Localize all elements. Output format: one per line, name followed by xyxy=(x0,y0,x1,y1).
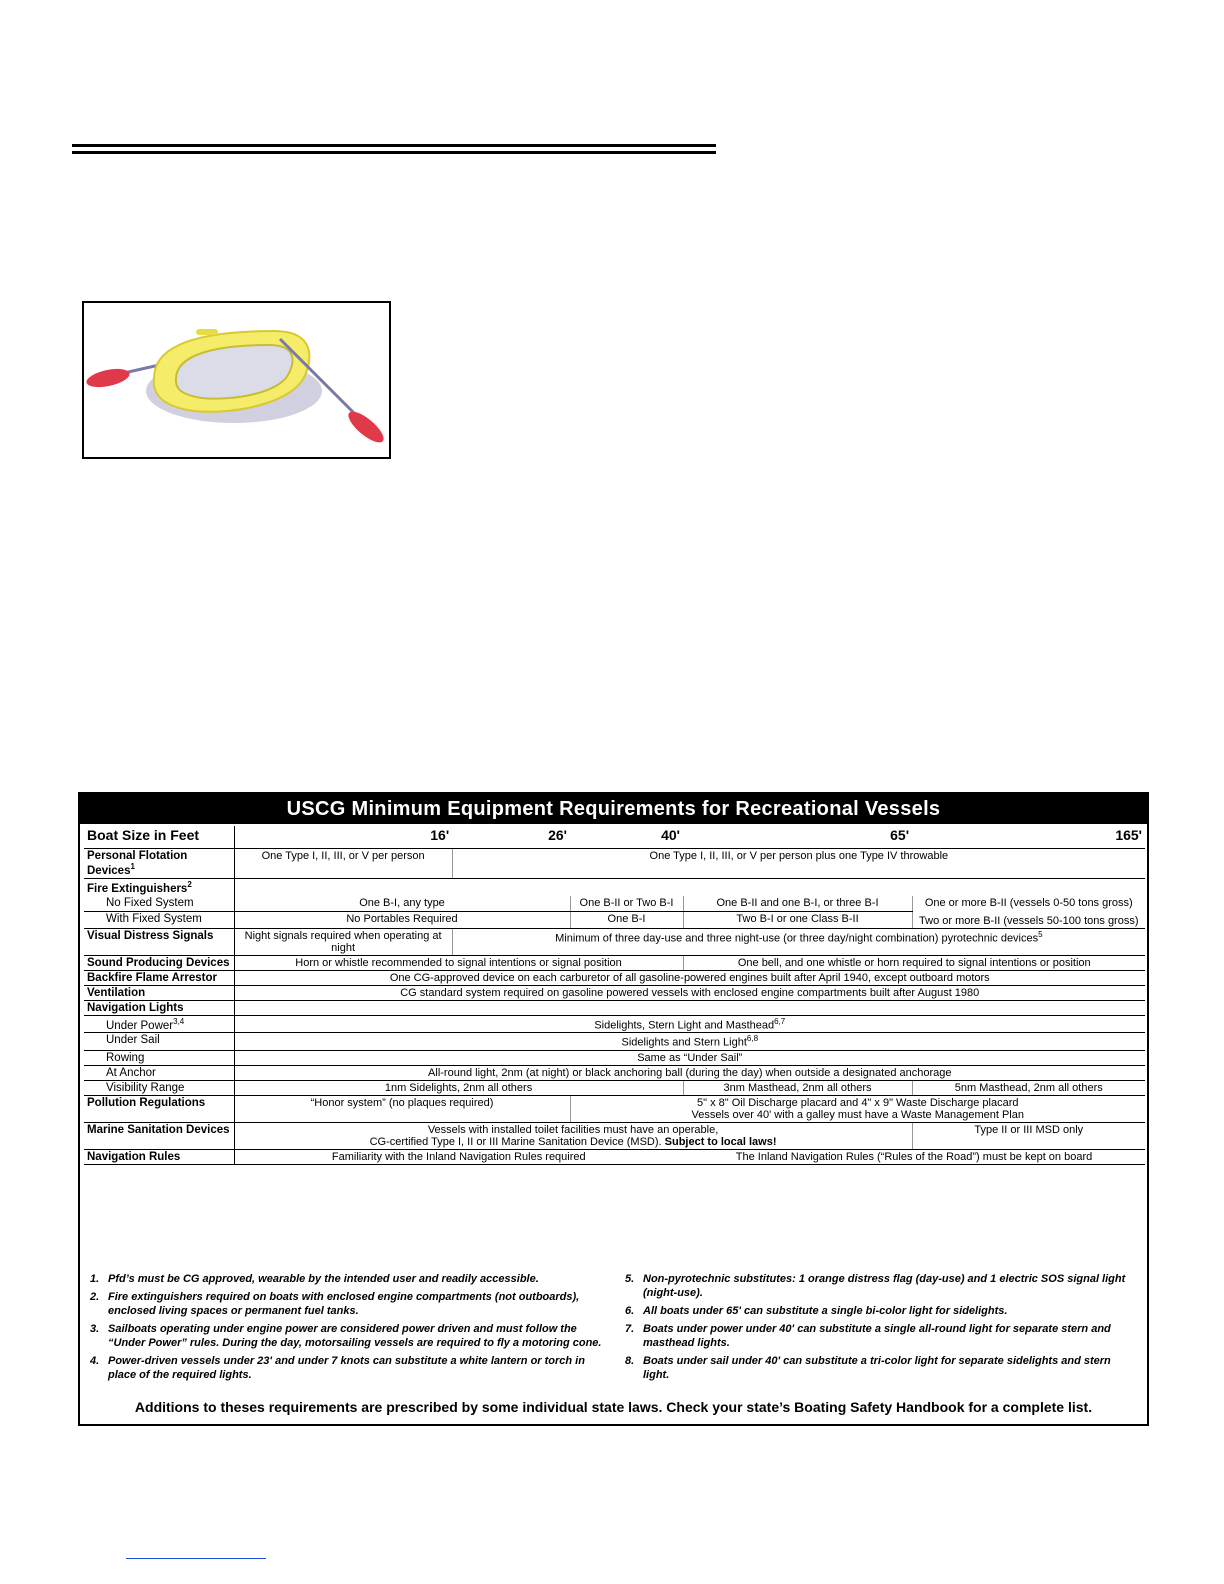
cell-line: Two or more B-II (vessels 50-100 tons gross) xyxy=(919,914,1139,927)
cell-line: CG-certified Type I, II or III Marine Sanitation Device (MSD). Subject to local laws! xyxy=(369,1136,777,1149)
row-sound xyxy=(84,955,1145,970)
footnote-number: 7. xyxy=(625,1323,635,1335)
cell: One Type I, II, III, or V per person plus one Type IV throwable xyxy=(452,849,1145,879)
row-label: Sound Producing Devices xyxy=(84,955,234,970)
equipment-requirements-table xyxy=(78,792,1149,1426)
row-sublabel: Under Power$^{3,4}$ xyxy=(84,1015,234,1033)
row-rules xyxy=(84,1150,1145,1165)
cell: Sidelights, Stern Light and Masthead$^{6,7}$ xyxy=(234,1015,1145,1033)
cell: One B-I xyxy=(570,912,683,929)
footnote-text: Boats under power under 40' can substitute a single all-round light for separate stern and masthead lights. xyxy=(643,1323,1111,1349)
row-label: Marine Sanitation Devices xyxy=(84,1123,234,1150)
footnote-text: Boats under sail under 40' can substitute a tri-color light for separate sidelights and stern light. xyxy=(643,1355,1111,1381)
row-fire-no-fixed xyxy=(84,896,1145,912)
cell: One Type I, II, III, or V per person xyxy=(234,849,452,879)
cell: All-round light, 2nm (at night) or black anchoring ball (during the day) when outside a designated anchorage xyxy=(234,1066,1145,1081)
cell: One B-II and one B-I, or three B-I xyxy=(683,896,912,912)
footnote-text: Power-driven vessels under 23' and under 7 knots can substitute a white lantern or torch in place of the required lights. xyxy=(108,1355,585,1381)
row-sublabel: With Fixed System xyxy=(84,912,234,929)
row-nav-sail xyxy=(84,1033,1145,1051)
row-ventilation xyxy=(84,985,1145,1000)
row-pollution xyxy=(84,1096,1145,1123)
footnote-number: 2. xyxy=(90,1291,100,1303)
row-label: Pollution Regulations xyxy=(84,1096,234,1123)
cell: Minimum of three day-use and three night-use (or three day/night combination) pyrotechnic devices$^5$ xyxy=(452,928,1145,955)
cell: CG standard system required on gasoline powered vessels with enclosed engine compartments built after August 1980 xyxy=(234,985,1145,1000)
cell: One CG-approved device on each carburetor of all gasoline-powered engines built after April 1940, except outboard motors xyxy=(234,970,1145,985)
footnote xyxy=(90,1272,605,1286)
cell-line: 5" x 8" Oil Discharge placard and 4" x 9" Waste Discharge placard xyxy=(696,1097,1019,1110)
footnote xyxy=(90,1290,605,1318)
footnote-number: 1. xyxy=(90,1273,100,1285)
footnote-number: 4. xyxy=(90,1355,100,1367)
row-sublabel: Visibility Range xyxy=(84,1081,234,1096)
requirements-grid xyxy=(84,826,1145,1165)
row-nav-rowing xyxy=(84,1051,1145,1066)
cell-line: One or more B-II (vessels 0-50 tons gross) xyxy=(924,896,1133,909)
row-visual xyxy=(84,928,1145,955)
footnote-text: Sailboats operating under engine power are considered power driven and must follow the “Under Power” rules. During the day, motorsailing vessels are required to fly a motoring cone. xyxy=(108,1323,602,1349)
footnote-number: 8. xyxy=(625,1355,635,1367)
row-nav-visibility xyxy=(84,1081,1145,1096)
cell: Sidelights and Stern Light$^{6,8}$ xyxy=(234,1033,1145,1051)
cell: 3nm Masthead, 2nm all others xyxy=(683,1081,912,1096)
row-label: Navigation Rules xyxy=(84,1150,234,1165)
cell: Same as “Under Sail” xyxy=(234,1051,1145,1066)
heading-rule-lower xyxy=(72,151,716,154)
row-label: Navigation Lights xyxy=(84,1000,234,1015)
footnote-text: All boats under 65' can substitute a single bi-color light for sidelights. xyxy=(643,1305,1008,1317)
size-label: Boat Size in Feet xyxy=(84,826,234,849)
row-label: Ventilation xyxy=(84,985,234,1000)
spacer xyxy=(234,878,1145,895)
table-title: USCG Minimum Equipment Requirements for Recreational Vessels xyxy=(80,794,1147,824)
raft-illustration xyxy=(82,301,391,459)
row-nav-anchor xyxy=(84,1066,1145,1081)
cell: One bell, and one whistle or horn required to signal intentions or position xyxy=(683,955,1145,970)
row-nav-heading xyxy=(84,1000,1145,1015)
cell: The Inland Navigation Rules (“Rules of the Road”) must be kept on board xyxy=(683,1150,1145,1165)
size-header-row xyxy=(84,826,1145,849)
row-backfire xyxy=(84,970,1145,985)
row-label: Fire Extinguishers$^2$ xyxy=(84,878,234,895)
footnote-text: Pfd’s must be CG approved, wearable by the intended user and readily accessible. xyxy=(108,1273,539,1285)
row-sublabel: Rowing xyxy=(84,1051,234,1066)
row-nav-power xyxy=(84,1015,1145,1033)
footnote-number: 6. xyxy=(625,1305,635,1317)
row-fire-heading xyxy=(84,878,1145,895)
cell: Familiarity with the Inland Navigation Rules required xyxy=(234,1150,683,1165)
cell xyxy=(234,1123,912,1150)
cell: Type II or III MSD only xyxy=(912,1123,1145,1150)
size-65: 65' xyxy=(683,826,912,849)
cell: 1nm Sidelights, 2nm all others xyxy=(234,1081,683,1096)
row-sublabel: At Anchor xyxy=(84,1066,234,1081)
heading-rule xyxy=(72,144,716,147)
footnotes-left xyxy=(90,1272,605,1386)
row-sublabel: Under Sail xyxy=(84,1033,234,1051)
cell-line: Vessels over 40' with a galley must have a Waste Management Plan xyxy=(691,1109,1024,1122)
spacer xyxy=(234,1000,1145,1015)
footnote xyxy=(625,1272,1140,1300)
footnote xyxy=(625,1354,1140,1382)
cell: Night signals required when operating at night xyxy=(234,928,452,955)
row-label: Visual Distress Signals xyxy=(84,928,234,955)
row-msd xyxy=(84,1123,1145,1150)
cell xyxy=(570,1096,1145,1123)
row-label: Personal Flotation Devices$^1$ xyxy=(84,849,234,879)
cell-large-vessels xyxy=(912,896,1145,929)
cell: One B-I, any type xyxy=(234,896,570,912)
cell-line: Vessels with installed toilet facilities must have an operable, xyxy=(427,1124,719,1137)
size-26: 26' xyxy=(452,826,570,849)
footnote-text: Non-pyrotechnic substitutes: 1 orange distress flag (day-use) and 1 electric SOS signal light (night-use). xyxy=(643,1273,1126,1299)
cell: Horn or whistle recommended to signal intentions or signal position xyxy=(234,955,683,970)
cell: 5nm Masthead, 2nm all others xyxy=(912,1081,1145,1096)
footnote-number: 3. xyxy=(90,1323,100,1335)
footnote xyxy=(90,1322,605,1350)
row-label: Backfire Flame Arrestor xyxy=(84,970,234,985)
table-footer: Additions to theses requirements are prescribed by some individual state laws. Check your state’s Boating Safety Handbook for a complete list. xyxy=(134,1399,1093,1415)
footnote-text: Fire extinguishers required on boats with enclosed engine compartments (not outboards), enclosed living spaces or permanent fuel tanks. xyxy=(108,1291,580,1317)
footnotes-right xyxy=(625,1272,1140,1386)
size-40: 40' xyxy=(570,826,683,849)
footnote xyxy=(625,1304,1140,1318)
cell: Two B-I or one Class B-II xyxy=(683,912,912,929)
cell: “Honor system” (no plaques required) xyxy=(234,1096,570,1123)
cell: One B-II or Two B-I xyxy=(570,896,683,912)
footnote xyxy=(625,1322,1140,1350)
footnote xyxy=(90,1354,605,1382)
size-165: 165' xyxy=(912,826,1145,849)
footnote-number: 5. xyxy=(625,1273,635,1285)
cell: No Portables Required xyxy=(234,912,570,929)
row-sublabel: No Fixed System xyxy=(84,896,234,912)
row-pfd xyxy=(84,849,1145,879)
size-16: 16' xyxy=(234,826,452,849)
link-underline xyxy=(126,1558,266,1559)
